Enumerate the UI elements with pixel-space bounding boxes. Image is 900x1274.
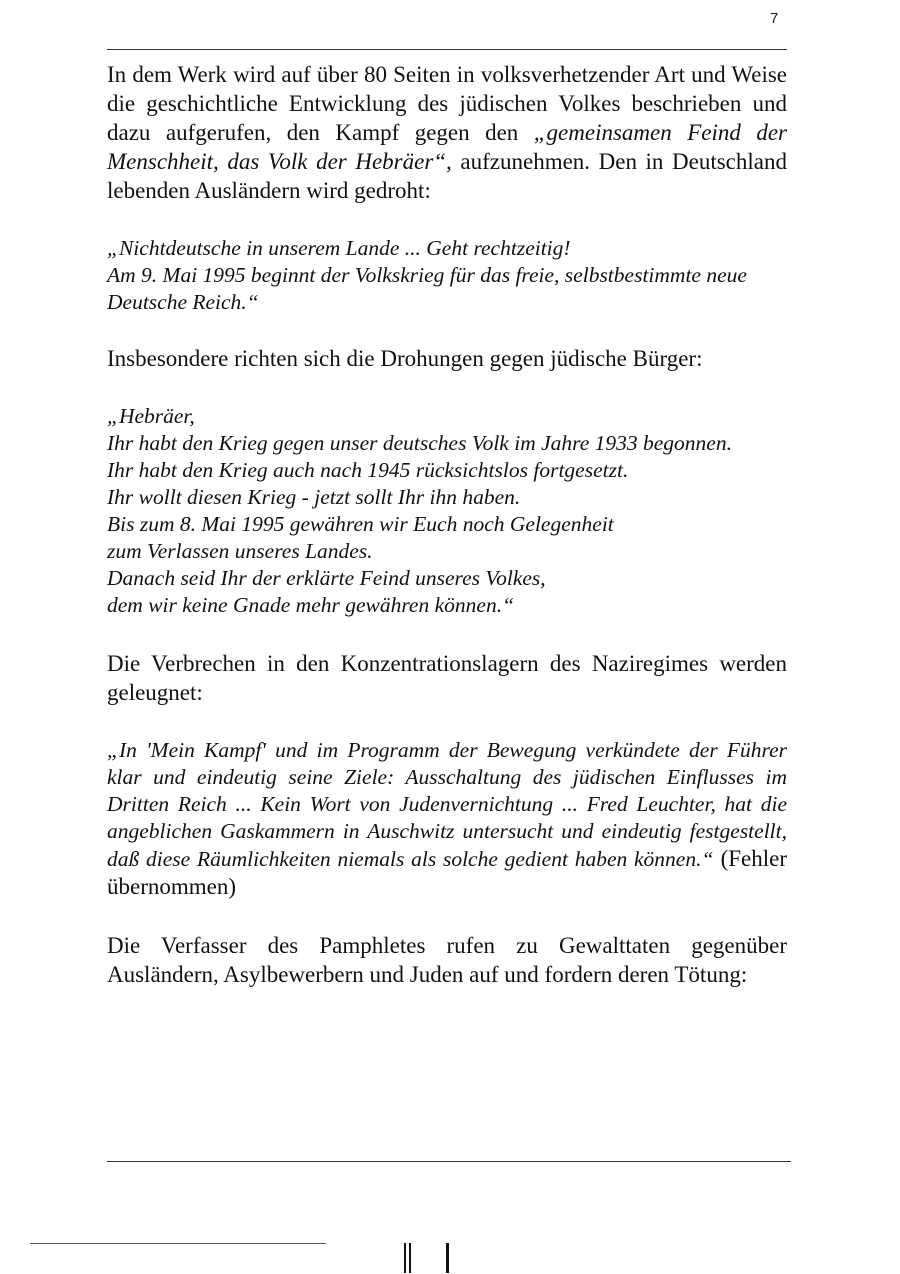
- scan-edge-rule: [30, 1243, 326, 1244]
- quote-line: dem wir keine Gnade mehr gewähren können.“: [107, 593, 515, 617]
- paragraph-intro-end: aufzunehmen. Den in Deutschland lebenden Ausländern wird gedroht:: [107, 149, 787, 203]
- inline-quote-enemy: „gemeinsamen Feind der Menschheit, das Volk der Hebräer“,: [107, 120, 787, 174]
- header-rule: [107, 49, 787, 50]
- page-number: 7: [770, 10, 779, 27]
- paragraph-threats: Insbesondere richten sich die Drohungen gegen jüdische Bürger:: [107, 346, 703, 371]
- quote-denial: [107, 737, 787, 901]
- quote-line: Ihr habt den Krieg gegen unser deutsches Volk im Jahre 1933 begonnen.: [107, 431, 732, 455]
- editor-note: (Fehler übernommen): [107, 846, 787, 899]
- document-body: [107, 60, 787, 989]
- quote-line: Am 9. Mai 1995 beginnt der Volkskrieg für das freie, selbstbestimmte neue Deutsche Reich.“: [107, 263, 747, 314]
- footer-rule: [107, 1161, 791, 1162]
- quote-line: Ihr habt den Krieg auch nach 1945 rücksichtslos fortgesetzt.: [107, 458, 629, 482]
- paragraph-violence: Die Verfasser des Pamphletes rufen zu Gewalttaten gegenüber Ausländern, Asylbewerbern und Juden auf und fordern deren Tötung:: [107, 933, 787, 987]
- quote-line: Bis zum 8. Mai 1995 gewähren wir Euch noch Gelegenheit: [107, 512, 614, 536]
- paragraph-denial: Die Verbrechen in den Konzentrationslagern des Naziregimes werden geleugnet:: [107, 651, 787, 705]
- quote-hebrews: [107, 403, 787, 619]
- quote-line: „Nichtdeutsche in unserem Lande ... Geht rechtzeitig!: [107, 236, 571, 260]
- quote-line: Danach seid Ihr der erklärte Feind unseres Volkes,: [107, 566, 546, 590]
- paragraph-intro: [107, 60, 787, 205]
- quote-line: zum Verlassen unseres Landes.: [107, 539, 373, 563]
- quote-line: Ihr wollt diesen Krieg - jetzt sollt Ihr ihn haben.: [107, 485, 521, 509]
- barcode-mark: [404, 1243, 456, 1273]
- paragraph-intro-text: In dem Werk wird auf über 80 Seiten in volksverhetzender Art und Weise die geschichtliche Entwicklung des jüdischen Volkes beschrieben und dazu aufgerufen, den Kampf gegen den: [107, 62, 787, 145]
- quote-line: „Hebräer,: [107, 404, 195, 428]
- quote-foreigners: [107, 235, 787, 316]
- quote-denial-text: „In 'Mein Kampf' und im Programm der Bewegung verkündete der Führer klar und eindeutig seine Ziele: Ausschaltung des jüdischen Einflusses im Dritten Reich ... Kein Wort von Judenvernichtung ... Fred Leuchter, hat die angeblichen Gaskammern in Auschwitz untersucht und eindeutig festgestellt, daß diese Räumlichkeiten niemals als solche gedient haben können.“: [107, 738, 787, 871]
